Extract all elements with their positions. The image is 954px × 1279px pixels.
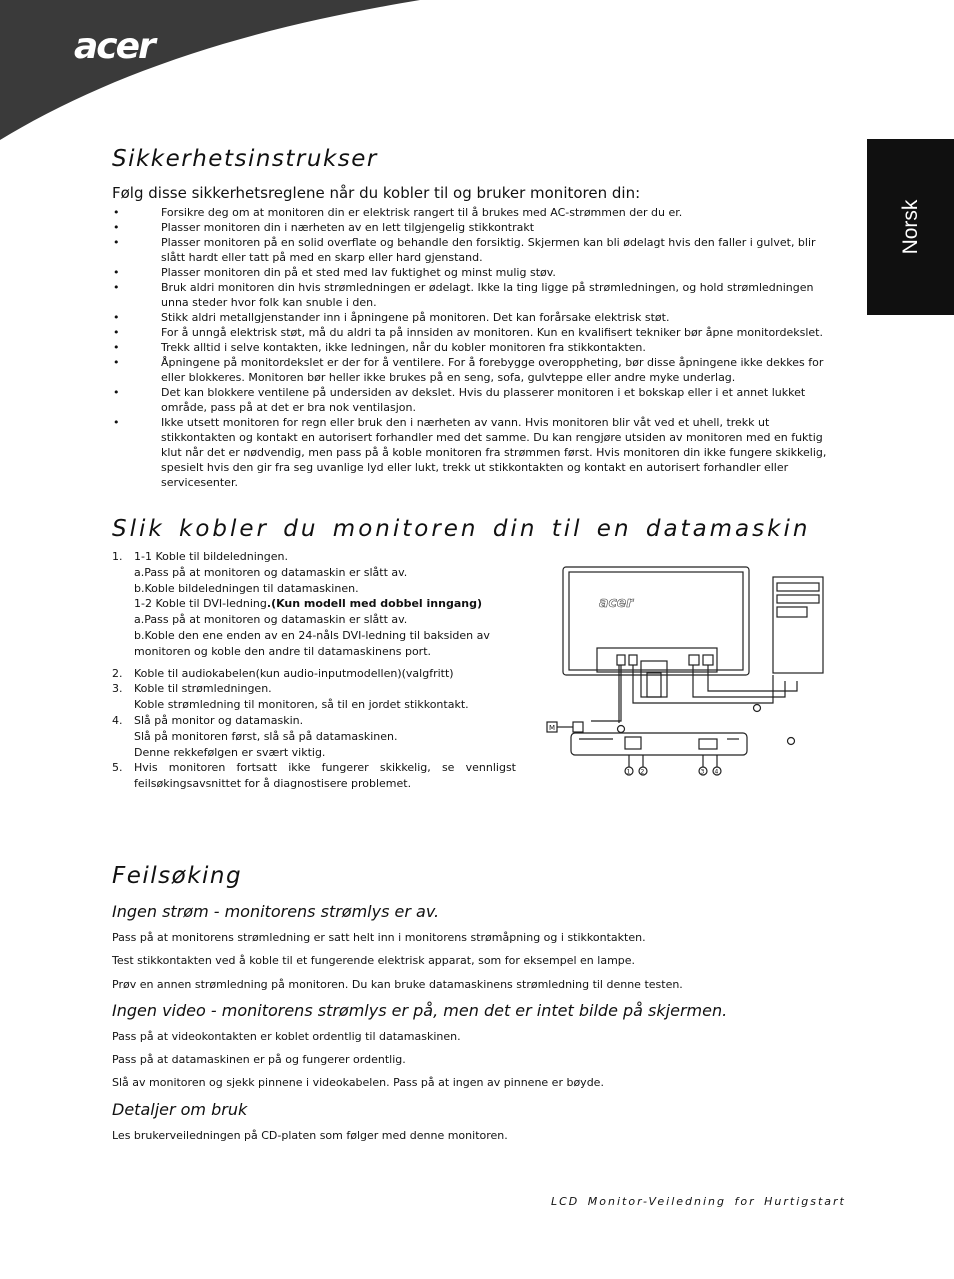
list-item: • Forsikre deg om at monitoren din er elektrisk rangert til å brukes med AC-strømmen der du er. <box>110 205 840 220</box>
callout-2: 2 <box>640 768 645 776</box>
step-1-2b: b.Koble den ene enden av en 24-nåls DVI-ledning til baksiden av monitoren og koble den andre til datamaskinens port. <box>134 628 490 658</box>
step-number: 4. <box>112 713 123 727</box>
connection-diagram <box>543 563 833 795</box>
step-4: 4. Slå på monitor og datamaskin. Slå på monitoren først, slå så på datamaskinen. Denne rekkefølgen er svært viktig. <box>112 713 398 759</box>
callout-1: 1 <box>626 768 631 776</box>
list-item: • Trekk alltid i selve kontakten, ikke ledningen, når du kobler monitoren fra stikkontakten. <box>110 340 840 355</box>
step-1-2a: a.Pass på at monitoren og datamaskin er slått av. <box>134 613 408 627</box>
usage-heading: Detaljer om bruk <box>112 1100 248 1119</box>
callout-3: 3 <box>700 768 705 776</box>
list-item: • Stikk aldri metallgjenstander inn i åpningene på monitoren. Det kan forårsake elektrisk støt. <box>110 310 840 325</box>
step-number: 5. <box>112 761 123 775</box>
no-video-heading: Ingen video - monitorens strømlys er på, men det er intet bilde på skjermen. <box>112 1001 728 1020</box>
step-3: 3. Koble til strømledningen. Koble strømledning til monitoren, så til en jordet stikkontakt. <box>112 682 469 712</box>
step-number: 2. <box>112 666 123 680</box>
language-tab-label: Norsk <box>898 199 922 255</box>
troubleshooting-title: Feilsøking <box>112 863 243 889</box>
list-item: • Plasser monitoren på en solid overflate og behandle den forsiktig. Skjermen kan bli ødelagt hvis den faller i gulvet, blir slått hardt eller tatt på med en skarp eller hard gjenstand. <box>110 235 840 265</box>
safety-subtitle: Følg disse sikkerhetsreglene når du kobler til og bruker monitoren din: <box>112 184 641 202</box>
list-item: • Plasser monitoren din på et sted med lav fuktighet og minst mulig støv. <box>110 265 840 280</box>
callout-4: 4 <box>714 768 719 776</box>
list-item: • Ikke utsett monitoren for regn eller bruk den i nærheten av vann. Hvis monitoren blir våt ved et uhell, trekk ut stikkontakten og kontakt en autorisert forhandler med det samme. Du kan rengjøre utsiden av monitoren med en fuktig klut når det er nødvendig, men pass på å koble monitoren fra strømmen først. Hvis monitoren din ikke fungere skikkelig, spesielt hvis den gir fra seg uvanlige lyd eller lukt, trekk ut stikkontakten og kontakt en autorisert forhandler eller servicesenter. <box>110 415 840 490</box>
no-video-line-2: Pass på at datamaskinen er på og fungerer ordentlig. <box>112 1053 406 1066</box>
language-tab <box>867 139 954 315</box>
acer-logo: acer <box>74 26 154 67</box>
list-item: • Åpningene på monitordekslet er der for å ventilere. For å forebygge overoppheting, bør disse åpningene ikke dekkes for eller blokkeres. Monitoren bør heller ikke brukes på en seng, sofa, gulvteppe eller andre myke underlag. <box>110 355 840 385</box>
step-1-1: 1-1 Koble til bildeledningen. <box>134 550 288 563</box>
connect-title: Slik kobler du monitoren din til en datamaskin <box>112 516 811 542</box>
footer-guide-title: LCD Monitor-Veiledning for Hurtigstart <box>551 1195 846 1208</box>
step-1 <box>112 549 516 660</box>
no-power-heading: Ingen strøm - monitorens strømlys er av. <box>112 902 440 921</box>
no-video-line-3: Slå av monitoren og sjekk pinnene i videokabelen. Pass på at ingen av pinnene er bøyde. <box>112 1076 604 1089</box>
step-5: 5. Hvis monitoren fortsatt ikke fungerer skikkelig, se vennligst feilsøkingsavsnittet for å diagnostisere problemet. <box>112 761 516 791</box>
no-power-line-1: Pass på at monitorens strømledning er satt helt inn i monitorens strømåpning og i stikkontakten. <box>112 931 646 944</box>
safety-list <box>110 205 840 490</box>
connect-steps <box>112 549 516 792</box>
step-number: 1. <box>112 550 123 563</box>
list-item: • Det kan blokkere ventilene på undersiden av dekslet. Hvis du plasserer monitoren i et bokskap eller i et annet lukket område, pass på at det er bra nok ventilasjon. <box>110 385 840 415</box>
usage-line: Les brukerveiledningen på CD-platen som følger med denne monitoren. <box>112 1129 508 1142</box>
no-video-line-1: Pass på at videokontakten er koblet ordentlig til datamaskinen. <box>112 1030 461 1043</box>
list-item: • Plasser monitoren din i nærheten av en lett tilgjengelig stikkontrakt <box>110 220 840 235</box>
step-2: 2. Koble til audiokabelen(kun audio-inputmodellen)(valgfritt) <box>112 666 454 680</box>
list-item: • For å unngå elektrisk støt, må du aldri ta på innsiden av monitoren. Kun en kvalifisert tekniker bør åpne monitordekslet. <box>110 325 840 340</box>
plug-label: M <box>549 724 556 732</box>
safety-title: Sikkerhetsinstrukser <box>112 146 378 172</box>
step-1-1a: a.Pass på at monitoren og datamaskin er slått av. <box>134 565 408 579</box>
step-1-1b: b.Koble bildeledningen til datamaskinen. <box>134 581 359 595</box>
monitor-back-logo: acer <box>599 595 634 611</box>
list-item: • Bruk aldri monitoren din hvis strømledningen er ødelagt. Ikke la ting ligge på strømledningen, og hold strømledningen unna steder hvor folk kan snuble i den. <box>110 280 840 310</box>
header-swoosh-graphic <box>0 0 954 150</box>
no-power-line-2: Test stikkontakten ved å koble til et fungerende elektrisk apparat, som for eksempel en lampe. <box>112 954 636 967</box>
step-number: 3. <box>112 682 123 696</box>
step-1-2: 1-2 Koble til DVI-ledning.(Kun modell med dobbel inngang) <box>134 597 482 611</box>
no-power-line-3: Prøv en annen strømledning på monitoren. Du kan bruke datamaskinens strømledning til denne testen. <box>112 978 683 991</box>
